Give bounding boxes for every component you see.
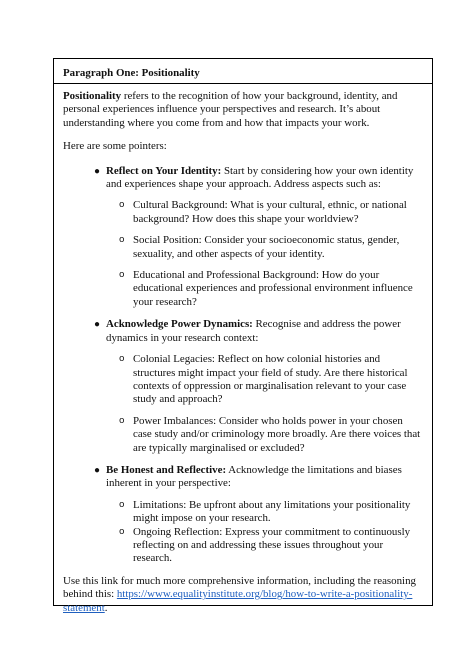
list-item	[63, 165, 423, 310]
content-body	[54, 84, 432, 615]
bullet-dot-icon: ●	[94, 319, 101, 331]
bullet-dot-icon: ●	[94, 464, 101, 476]
sub-list-item	[106, 526, 423, 566]
hollow-circle-icon: o	[119, 354, 125, 365]
hollow-circle-icon: o	[119, 526, 125, 537]
hollow-circle-icon: o	[119, 200, 125, 211]
intro-term: Positionality	[63, 90, 122, 102]
hollow-circle-icon: o	[119, 415, 125, 426]
sub-list-item	[106, 269, 423, 309]
sub-list	[106, 353, 423, 455]
list-item	[63, 318, 423, 455]
item-text: Recognise and address the power dynamics in your research context:	[106, 318, 401, 344]
sub-item-text: Power Imbalances: Consider who holds power in your chosen case study and/or criminology more broadly. Are there voices that are typically marginalised or excluded?	[133, 414, 421, 454]
footer-paragraph	[63, 575, 423, 615]
sub-list-item	[106, 415, 423, 455]
sub-item-text: Social Position: Consider your socioeconomic status, gender, sexuality, and other aspects of your identity.	[133, 234, 400, 260]
item-title: Reflect on Your Identity:	[106, 164, 222, 177]
sub-item-text: Cultural Background: What is your cultural, ethnic, or national background? How does this shape your worldview?	[133, 199, 407, 225]
pointer-list	[63, 165, 423, 566]
item-text: Start by considering how your own identity and experiences shape your approach. Address aspects such as:	[106, 164, 414, 191]
sub-item-text: Colonial Legacies: Reflect on how colonial histories and structures might impact your field of study. Are there historical contexts of oppression or marginalisation relevant to your case study and approach?	[133, 353, 408, 406]
hollow-circle-icon: o	[119, 270, 125, 281]
list-item	[63, 464, 423, 566]
sub-list-item	[106, 499, 423, 526]
footer-end: .	[104, 601, 108, 614]
sub-list	[106, 499, 423, 566]
sub-list	[106, 199, 423, 309]
positionality-link[interactable]: https://www.equalityinstitute.org/blog/how-to-write-a-positionality-statement	[63, 588, 413, 614]
intro-paragraph	[63, 90, 423, 130]
pointers-label: Here are some pointers:	[63, 140, 167, 153]
intro-text: refers to the recognition of how your background, identity, and personal experiences influence your perspectives and research. It’s about understanding where you come from and how that impacts your work.	[63, 90, 398, 129]
section-heading: Paragraph One: Positionality	[54, 59, 432, 84]
item-title: Acknowledge Power Dynamics:	[106, 318, 253, 331]
sub-item-text: Ongoing Reflection: Express your commitment to continuously reflecting on and addressing these issues throughout your research.	[133, 525, 411, 565]
sub-list-item	[106, 353, 423, 407]
sub-item-text: Educational and Professional Background: How do your educational experiences and professional environment influence your research?	[133, 269, 413, 308]
item-title: Be Honest and Reflective:	[106, 463, 227, 476]
content-box	[53, 58, 433, 614]
hollow-circle-icon: o	[119, 235, 125, 246]
sub-list-item	[106, 234, 423, 261]
item-text: Acknowledge the limitations and biases inherent in your perspective:	[106, 463, 402, 490]
sub-item-text: Limitations: Be upfront about any limitations your positionality might impose on your research.	[133, 498, 411, 525]
footer-text: Use this link for much more comprehensive information, including the reasoning behind this:	[63, 574, 416, 601]
hollow-circle-icon: o	[119, 499, 125, 510]
sub-list-item	[106, 199, 423, 226]
bullet-dot-icon: ●	[94, 165, 101, 177]
